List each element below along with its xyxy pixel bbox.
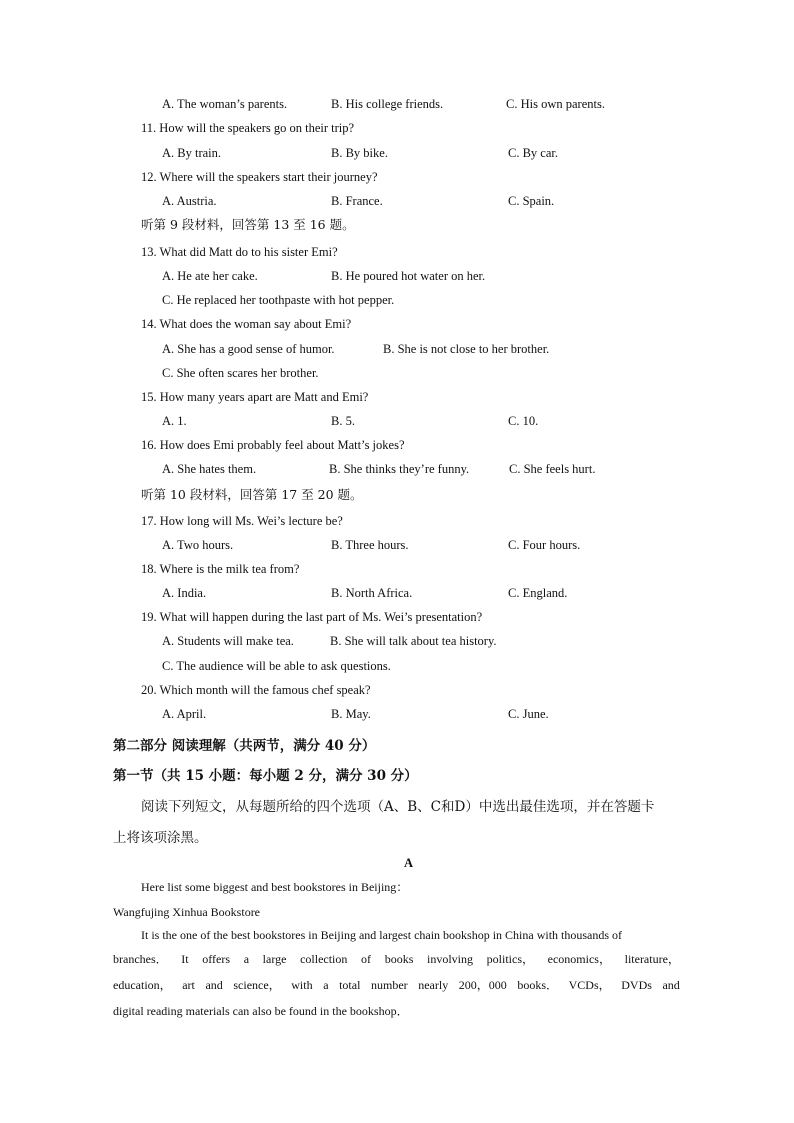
- q15-option-a: A. 1.: [162, 414, 187, 428]
- q12-stem: 12. Where will the speakers start their journey?: [141, 170, 378, 184]
- word: books: [384, 952, 414, 966]
- word: 200，000: [458, 978, 507, 992]
- q18-option-a: A. India.: [162, 586, 207, 600]
- q16-option-b: B. She thinks they’re funny.: [329, 462, 470, 476]
- q13-stem: 13. What did Matt do to his sister Emi?: [141, 245, 338, 259]
- word: politics，: [486, 952, 534, 966]
- word: involving: [427, 952, 474, 966]
- passage-line-3: [113, 977, 680, 993]
- q16-stem: 16. How does Emi probably feel about Matt’s jokes?: [141, 438, 405, 452]
- instructions-line-1: 阅读下列短文，从每题所给的四个选项（A、B、C和D）中选出最佳选项，并在答题卡: [141, 799, 655, 815]
- word: with: [291, 978, 313, 992]
- q13-option-c: C. He replaced her toothpaste with hot pepper.: [162, 293, 395, 307]
- q12-option-a: A. Austria.: [162, 194, 217, 208]
- word: science，: [233, 978, 281, 992]
- word: books．: [517, 978, 559, 992]
- section-10-instruction: 听第 10 段材料，回答第 17 至 20 题。: [141, 487, 363, 502]
- q10-option-b: B. His college friends.: [331, 97, 444, 111]
- passage-intro: Here list some biggest and best bookstores in Beijing：: [141, 880, 409, 894]
- q15-option-b: B. 5.: [331, 414, 355, 428]
- q15-stem: 15. How many years apart are Matt and Emi?: [141, 390, 369, 404]
- passage-label: A: [404, 856, 414, 870]
- q20-option-c: C. June.: [508, 707, 549, 721]
- word: art: [182, 978, 195, 992]
- q20-option-b: B. May.: [331, 707, 371, 721]
- q20-option-a: A. April.: [162, 707, 207, 721]
- passage-line-4: digital reading materials can also be found in the bookshop．: [113, 1004, 409, 1018]
- q10-option-a: A. The woman’s parents.: [162, 97, 288, 111]
- passage-line-1: It is the one of the best bookstores in Beijing and largest chain bookshop in China with thousands of: [141, 928, 623, 942]
- q14-stem: 14. What does the woman say about Emi?: [141, 317, 352, 331]
- q20-stem: 20. Which month will the famous chef speak?: [141, 683, 371, 697]
- q16-option-a: A. She hates them.: [162, 462, 257, 476]
- q18-stem: 18. Where is the milk tea from?: [141, 562, 300, 576]
- q10-option-c: C. His own parents.: [506, 97, 605, 111]
- part-2-heading: 第二部分 阅读理解（共两节，满分 40 分）: [113, 738, 376, 754]
- q18-option-c: C. England.: [508, 586, 568, 600]
- q17-option-b: B. Three hours.: [331, 538, 409, 552]
- q13-option-a: A. He ate her cake.: [162, 269, 258, 283]
- word: a: [243, 952, 250, 966]
- section-1-heading: 第一节（共 15 小题：每小题 2 分，满分 30 分）: [113, 768, 418, 784]
- word: education，: [113, 978, 172, 992]
- q17-option-c: C. Four hours.: [508, 538, 581, 552]
- word: large: [262, 952, 287, 966]
- q14-option-c: C. She often scares her brother.: [162, 366, 319, 380]
- q11-option-c: C. By car.: [508, 146, 558, 160]
- word: literature，: [624, 952, 680, 966]
- q12-option-c: C. Spain.: [508, 194, 555, 208]
- q11-option-a: A. By train.: [162, 146, 222, 160]
- instructions-line-2: 上将该项涂黑。: [113, 830, 208, 846]
- q19-stem: 19. What will happen during the last part of Ms. Wei’s presentation?: [141, 610, 483, 624]
- q12-option-b: B. France.: [331, 194, 383, 208]
- word: branches．: [113, 952, 168, 966]
- q16-option-c: C. She feels hurt.: [509, 462, 596, 476]
- section-9-instruction: 听第 9 段材料，回答第 13 至 16 题。: [141, 217, 355, 232]
- word: number: [371, 978, 408, 992]
- word: collection: [300, 952, 348, 966]
- passage-line-2: [113, 951, 680, 967]
- word: and: [662, 978, 680, 992]
- q17-option-a: A. Two hours.: [162, 538, 234, 552]
- q19-option-c: C. The audience will be able to ask questions.: [162, 659, 391, 673]
- q17-stem: 17. How long will Ms. Wei’s lecture be?: [141, 514, 343, 528]
- q18-option-b: B. North Africa.: [331, 586, 413, 600]
- word: a: [323, 978, 329, 992]
- word: of: [361, 952, 372, 966]
- word: DVDs: [621, 978, 652, 992]
- word: offers: [202, 952, 231, 966]
- q11-option-b: B. By bike.: [331, 146, 388, 160]
- q11-stem: 11. How will the speakers go on their trip?: [141, 121, 355, 135]
- q19-option-b: B. She will talk about tea history.: [330, 634, 497, 648]
- q19-option-a: A. Students will make tea.: [162, 634, 294, 648]
- word: VCDs，: [568, 978, 611, 992]
- q15-option-c: C. 10.: [508, 414, 539, 428]
- word: and: [205, 978, 223, 992]
- word: economics，: [547, 952, 611, 966]
- store-name: Wangfujing Xinhua Bookstore: [113, 905, 261, 919]
- word: nearly: [418, 978, 449, 992]
- q13-option-b: B. He poured hot water on her.: [331, 269, 486, 283]
- word: total: [339, 978, 361, 992]
- q14-option-a: A. She has a good sense of humor.: [162, 342, 335, 356]
- word: It: [181, 952, 189, 966]
- q14-option-b: B. She is not close to her brother.: [383, 342, 550, 356]
